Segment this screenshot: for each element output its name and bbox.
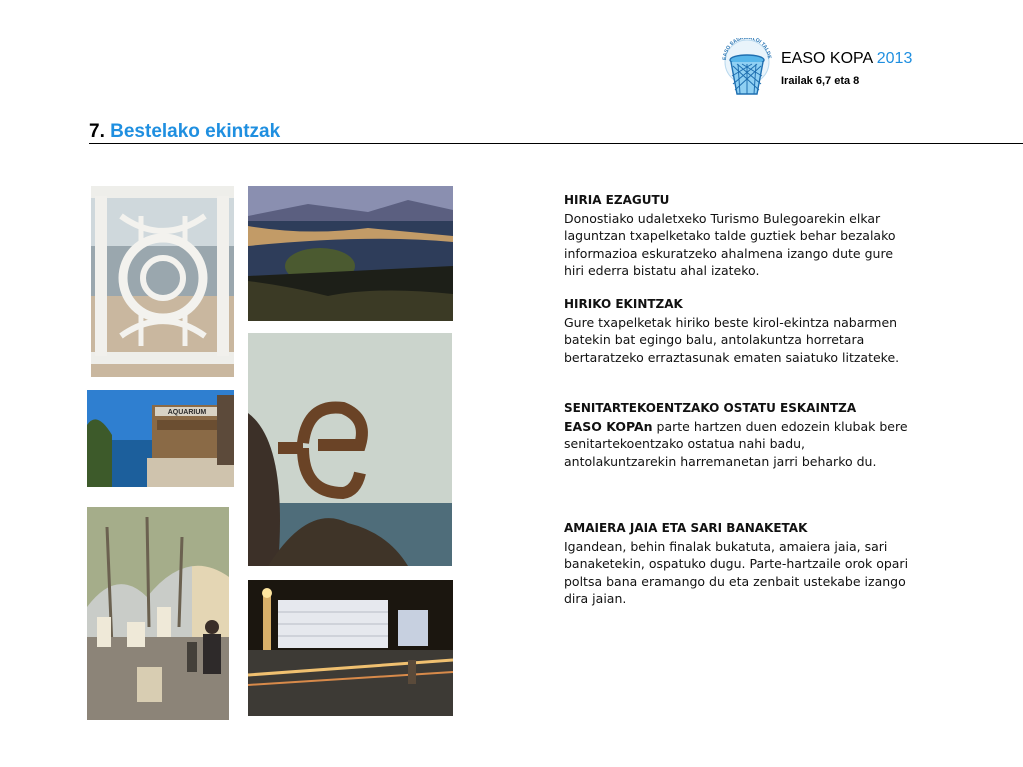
block-bold-lead: EASO KOPAn bbox=[564, 418, 653, 434]
section-number: 7. bbox=[89, 121, 105, 142]
block-hiriko-ekintzak bbox=[564, 296, 914, 366]
block-body: parte hartzen duen edozein klubak bere senitartekoentzako ostatua nahi badu, antolakuntzarekin harremanetan jarri beharko du. bbox=[564, 418, 908, 469]
block-heading: HIRIKO EKINTZAK bbox=[564, 297, 683, 311]
brand-year: 2013 bbox=[876, 50, 913, 67]
logo-ring-text: EASO SASKIBALOI TALDE bbox=[721, 38, 772, 61]
brand-title bbox=[781, 50, 912, 68]
section-name: Bestelako ekintzak bbox=[110, 121, 281, 142]
photo-wind-comb bbox=[248, 333, 452, 566]
brand-dates: Irailak 6,7 eta 8 bbox=[781, 75, 860, 87]
block-body: Donostiako udaletxeko Turismo Bulegoarekin elkar laguntzan txapelketako talde guztiek behar bezalako informazioa eskuratzeko ahalmena izango dute gure hiri ederra bistatu ahal izateko. bbox=[564, 210, 896, 278]
photo-bay-view bbox=[248, 186, 453, 321]
brand-name: EASO KOPA bbox=[781, 50, 873, 67]
easo-kopa-logo bbox=[718, 38, 776, 98]
photo-painters bbox=[87, 507, 229, 720]
block-body: Gure txapelketak hiriko beste kirol-ekintza nabarmen batekin bat egingo balu, antolakuntza horretara bertaratzeko erraztasunak ematen saiatuko litzateke. bbox=[564, 314, 900, 365]
block-heading: HIRIA EZAGUTU bbox=[564, 193, 670, 207]
block-body-wrap bbox=[564, 418, 914, 471]
section-title bbox=[89, 121, 280, 143]
block-heading: AMAIERA JAIA ETA SARI BANAKETAK bbox=[564, 521, 808, 535]
block-amaiera-jaia bbox=[564, 520, 914, 608]
block-hiria-ezagutu bbox=[564, 192, 914, 280]
title-underline bbox=[89, 143, 1023, 144]
block-body: Igandean, behin finalak bukatuta, amaiera jaia, sari banaketekin, ospatuko dugu. Parte-hartzaile orok opari poltsa bana eramango du eta zenbait ustekabe izango dira jaian. bbox=[564, 538, 909, 606]
photo-aquarium bbox=[87, 390, 234, 487]
aquarium-sign: AQUARIUM bbox=[167, 409, 207, 416]
photo-kursaal-night bbox=[248, 580, 453, 716]
photo-railing bbox=[91, 186, 234, 377]
block-heading: SENITARTEKOENTZAKO OSTATU ESKAINTZA bbox=[564, 401, 857, 415]
block-ostatu-eskaintza bbox=[564, 400, 914, 470]
